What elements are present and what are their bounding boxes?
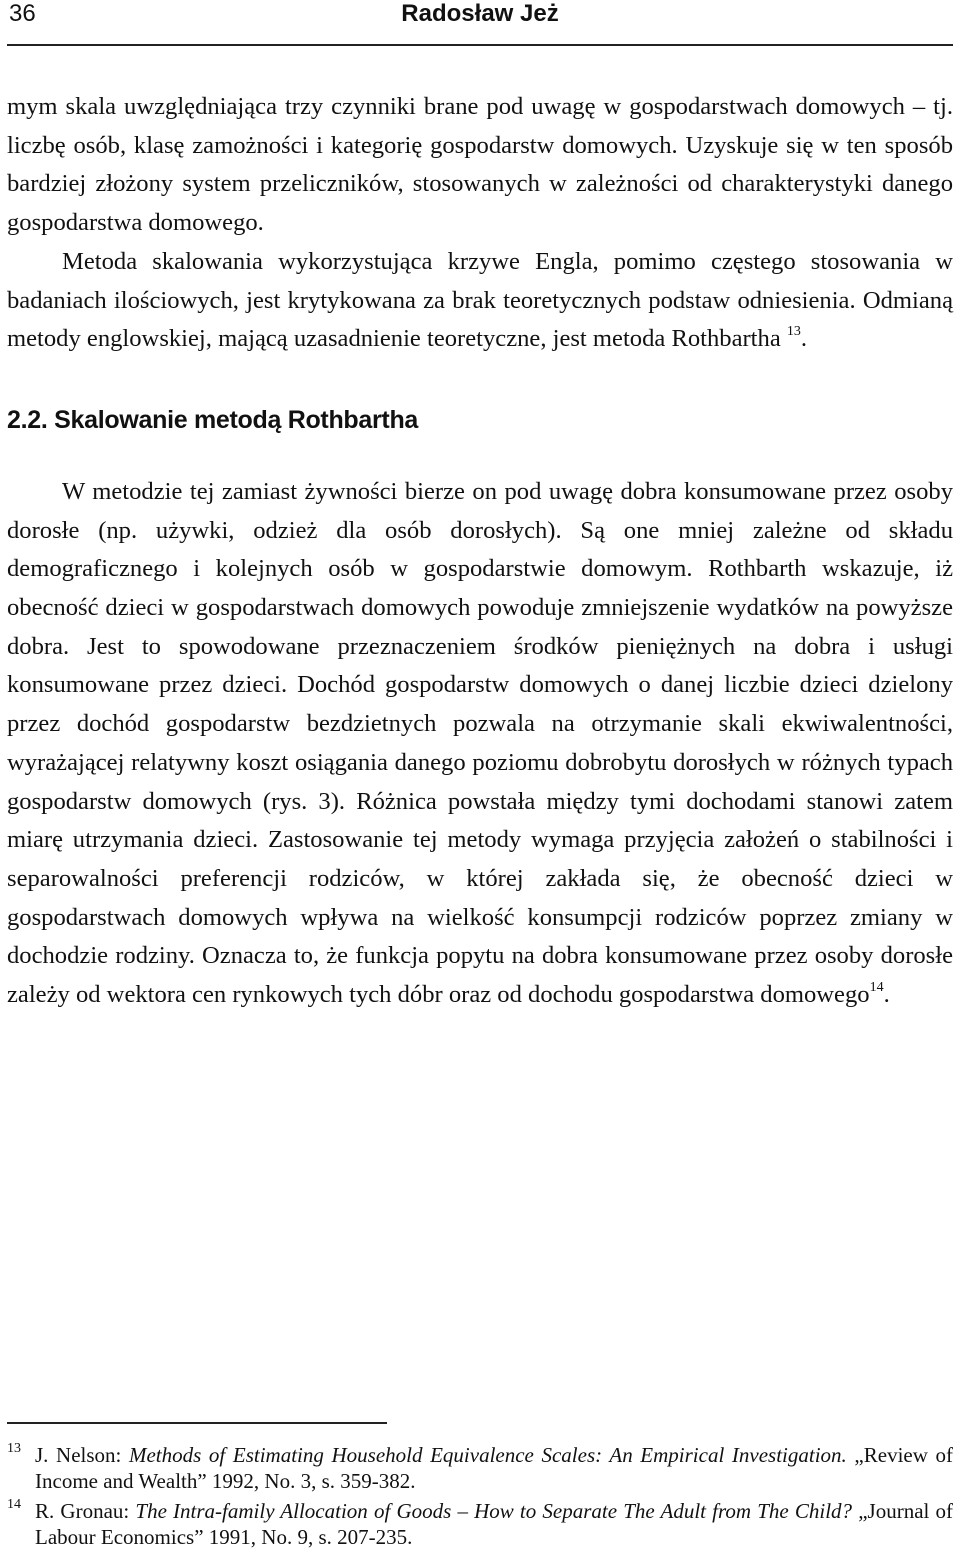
- paragraph-2-text: Metoda skalowania wykorzystująca krzywe Engla, pomimo częstego stosowania w badaniach ilościowych, jest krytykowana za brak teoretycznych podstaw odniesienia. Odmianą metody englowskiej, mającą uzasadnienie teoretyczne, jest metoda Rothbartha: [7, 247, 953, 353]
- footnote-13: [7, 1442, 953, 1494]
- footnote-author: J. Nelson:: [35, 1443, 129, 1467]
- body-text: [7, 88, 953, 1015]
- footnote-source: „Review of Income and Wealth” 1992, No. 3, s. 359-382.: [35, 1443, 954, 1493]
- footnote-title: The Intra-family Allocation of Goods – How to Separate The Adult from The Child?: [135, 1499, 853, 1523]
- footnote-14: [7, 1498, 953, 1550]
- paragraph-3-end: .: [883, 981, 890, 1009]
- footnote-author: R. Gronau:: [35, 1499, 136, 1523]
- paragraph-continued: [7, 88, 953, 243]
- footnote-ref-13[interactable]: 13: [786, 324, 801, 340]
- footnotes: [7, 1422, 953, 1554]
- footnote-source: „Journal of Labour Economics” 1991, No. 9, s. 207-235.: [35, 1499, 953, 1549]
- footnote-number: 13: [7, 1441, 21, 1456]
- footnote-title: Methods of Estimating Household Equivalence Scales: An Empirical Investigation.: [128, 1443, 847, 1467]
- paragraph-1-text: mym skala uwzględniająca trzy czynniki brane pod uwagę w gospodarstwach domowych – tj. liczbę osób, klasę zamożności i kategorię gospodarstw domowych. Uzyskuje się w ten sposób bardziej złożony system przeliczników, stosowanych w zależności od charakterystyki danego gospodarstwa domowego.: [7, 93, 953, 237]
- footnote-ref-14[interactable]: 14: [869, 980, 884, 996]
- paragraph-2-end: .: [800, 325, 808, 353]
- paragraph-engel-method: [7, 243, 953, 359]
- page-number: 36: [9, 0, 36, 27]
- paragraph-rothbarth-method: [7, 473, 953, 1015]
- paragraph-3-text: W metodzie tej zamiast żywności bierze on pod uwagę dobra konsumowane przez osoby dorosłe (np. używki, odzież dla osób dorosłych). Są one mniej zależne od składu demograficznego i kolejnych osób w gospodarstwie domowym. Rothbarth wskazuje, iż obecność dzieci w gospodarstwach domowych powoduje zmniejszenie wydatków na powyższe dobra. Jest to spowodowane przeznaczeniem środków pieniężnych na dobra i usługi konsumowane przez dzieci. Dochód gospodarstw domowych o danej liczbie dzieci dzielony przez dochód gospodarstw bezdzietnych pozwala na otrzymanie skali ekwiwalentności, wyrażającej relatywny koszt osiągania danego poziomu dobrobytu dorosłych w różnych typach gospodarstw domowych (rys. 3). Różnica powstała między tymi dochodami stanowi zatem miarę utrzymania dzieci. Zastosowanie tej metody wymaga przyjęcia założeń o stabilności i separowalności preferencji rodziców, w której zakłada się, że obecność dzieci w gospodarstwach domowych wpływa na wielkość konsumpcji rodziców poprzez zmiany w dochodzie rodziny. Oznacza to, że funkcja popytu na dobra konsumowane przez osoby dorosłe zależy od wektora cen rynkowych tych dóbr oraz od dochodu gospodarstwa domowego: [7, 477, 953, 1009]
- footnote-number: 14: [7, 1497, 21, 1512]
- running-author: Radosław Jeż: [401, 0, 559, 27]
- running-header: [7, 0, 953, 46]
- section-heading: 2.2. Skalowanie metodą Rothbartha: [7, 405, 419, 434]
- footnote-divider: [7, 1422, 387, 1424]
